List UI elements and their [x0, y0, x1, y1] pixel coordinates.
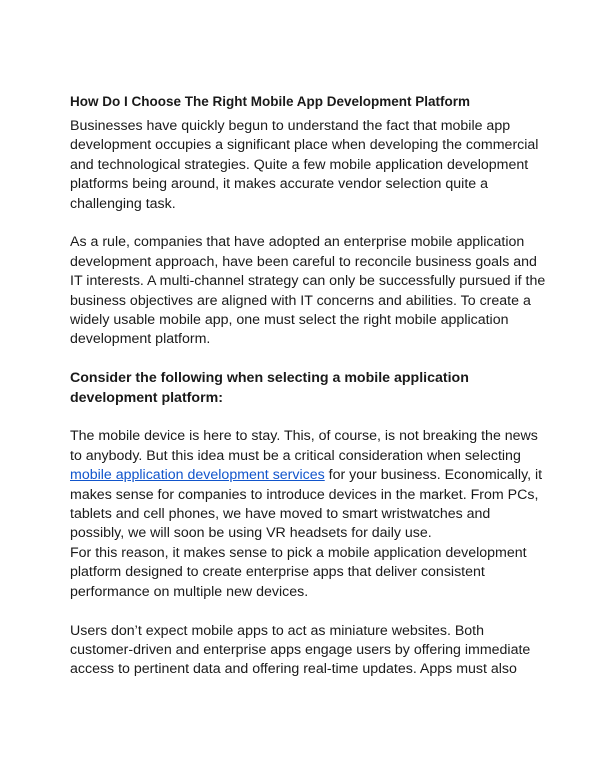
section-heading: Consider the following when selecting a mobile application development platform: [70, 370, 469, 406]
document-page [70, 93, 548, 680]
paragraph-text-after-link: for your business. Economically, it makes sense for companies to introduce devices in the market. From PCs, tablets and cell phones, we have moved to smart wristwatches and possibly, we will soon be using VR headsets for daily use. [70, 467, 543, 542]
paragraph-user-expectations: Users don’t expect mobile apps to act as miniature websites. Both customer-driven and enterprise apps engage users by offering immediate access to pertinent data and offering real-time updates. Apps must also [70, 622, 531, 678]
paragraph-spacer [70, 350, 548, 369]
document-title: How Do I Choose The Right Mobile App Development Platform [70, 94, 471, 109]
paragraph-spacer [70, 214, 548, 233]
paragraph-intro: Businesses have quickly begun to understand the fact that mobile app development occupies a significant place when developing the commercial and technological strategies. Quite a few mobile application development platforms being around, it makes accurate vendor selection quite a challenging task. [70, 118, 539, 212]
mobile-app-services-link[interactable]: mobile application development services [70, 467, 325, 484]
paragraph-mobile-device [70, 427, 548, 543]
paragraph-text-before-link: The mobile device is here to stay. This, of course, is not breaking the news to anybody. But this idea must be a critical consideration when selecting [70, 428, 538, 464]
paragraph-enterprise-approach: As a rule, companies that have adopted an enterprise mobile application development approach, have been careful to reconcile business goals and IT interests. A multi-channel strategy can only be successfully pursued if the business objectives are aligned with IT concerns and abilities. To create a widely usable mobile app, one must select the right mobile application development platform. [70, 234, 546, 348]
paragraph-consistent-performance: For this reason, it makes sense to pick a mobile application development platform designed to create enterprise apps that deliver consistent performance on multiple new devices. [70, 544, 527, 600]
paragraph-spacer [70, 602, 548, 621]
paragraph-spacer [70, 408, 548, 427]
